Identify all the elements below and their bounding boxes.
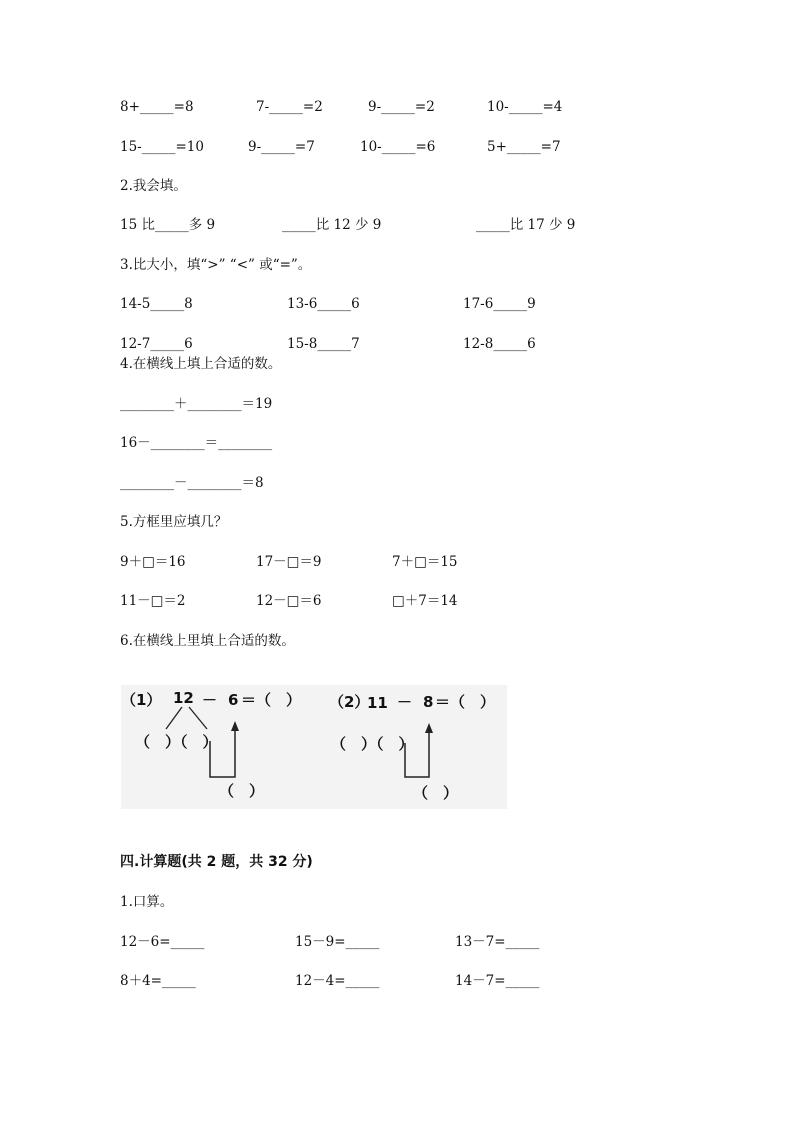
problem-1-label: （1） <box>121 691 162 709</box>
fill-blank-item: 10-_____=4 <box>487 99 563 115</box>
fill-blank-item: _____比 17 少 9 <box>476 217 576 233</box>
fill-blank-item: _____比 12 少 9 <box>282 217 382 233</box>
fill-blank-item: 9-_____=7 <box>248 139 315 155</box>
section-title: 1.口算。 <box>120 894 174 910</box>
fill-blank-item: 8+_____=8 <box>120 99 194 115</box>
mental-math-item: 15－9=_____ <box>295 934 380 950</box>
mental-math-item: 12－6=_____ <box>120 934 205 950</box>
box-item: 9＋□＝16 <box>120 554 186 570</box>
compare-item: 13-6_____6 <box>287 296 360 312</box>
problem-1-minuend: 12 <box>173 689 194 707</box>
section-title: 6.在横线上里填上合适的数。 <box>120 633 295 649</box>
fill-line-item: ________－________＝8 <box>120 475 264 491</box>
fill-line-item: 16－________＝________ <box>120 435 273 451</box>
fill-blank-item: 7-_____=2 <box>256 99 323 115</box>
fill-blank-item: 15 比_____多 9 <box>120 217 216 233</box>
mental-math-item: 12－4=_____ <box>295 973 380 989</box>
part-heading: 四.计算题(共 2 题，共 32 分) <box>120 854 313 870</box>
fill-blank-item: 15-_____=10 <box>120 139 204 155</box>
box-item: 7＋□＝15 <box>392 554 458 570</box>
compare-item: 14-5_____8 <box>120 296 193 312</box>
section-title: 3.比大小，填“>” “<” 或“=”。 <box>120 257 312 273</box>
fill-blank-item: 9-_____=2 <box>368 99 435 115</box>
compare-item: 12-8_____6 <box>463 336 536 352</box>
fill-blank-item: 10-_____=6 <box>360 139 436 155</box>
fill-line-item: ________＋________＝19 <box>120 396 273 412</box>
problem-1-subtrahend: 6 <box>228 691 239 709</box>
decomposition-figure <box>121 685 507 809</box>
box-item: □＋7＝14 <box>392 593 458 609</box>
mental-math-item: 14－7=_____ <box>455 973 540 989</box>
compare-item: 12-7_____6 <box>120 336 193 352</box>
fill-blank-item: 5+_____=7 <box>487 139 561 155</box>
mental-math-item: 13－7=_____ <box>455 934 540 950</box>
problem-1-split-blanks: （ ）（ ） <box>135 733 218 751</box>
problem-2-subtrahend: 8 <box>423 693 434 711</box>
problem-2-minuend: 11 <box>367 694 388 712</box>
problem-1-result-blank: ＝（ ） <box>241 691 302 709</box>
problem-2-minus: － <box>397 693 413 711</box>
compare-item: 17-6_____9 <box>463 296 536 312</box>
problem-2-answer-blank: （ ） <box>413 784 459 802</box>
box-item: 11－□＝2 <box>120 593 186 609</box>
problem-2-label: （2） <box>329 693 370 711</box>
problem-1-minus: － <box>202 691 218 709</box>
box-item: 17－□＝9 <box>256 554 322 570</box>
problem-1-answer-blank: （ ） <box>219 782 265 800</box>
mental-math-item: 8＋4=_____ <box>120 973 196 989</box>
problem-2-result-blank: ＝（ ） <box>435 693 496 711</box>
compare-item: 15-8_____7 <box>287 336 360 352</box>
problem-2-split-blanks: （ ）（ ） <box>331 735 414 753</box>
box-item: 12－□＝6 <box>256 593 322 609</box>
section-title: 2.我会填。 <box>120 178 187 194</box>
section-title: 5.方框里应填几？ <box>120 514 228 530</box>
section-title: 4.在横线上填上合适的数。 <box>120 356 282 372</box>
